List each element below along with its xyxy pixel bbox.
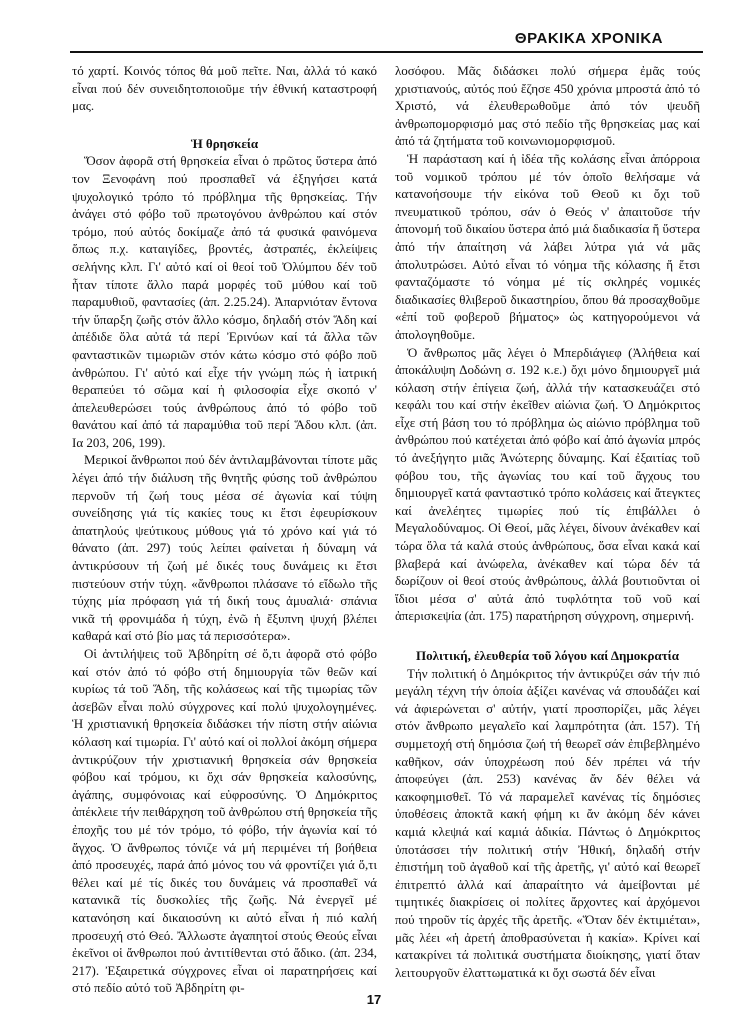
running-header	[70, 30, 703, 48]
left-column	[72, 62, 377, 997]
left-paragraph-2: Μερικοί ἄνθρωποι πού δέν ἀντιλαμβάνονται τίποτε μᾶς λέγει ἀπό τήν διάλυση τῆς θνητῆς φύσης τοῦ ἀνθρώπου περνοῦν τή ζωή τους μέσα σέ ἀγωνία καί τύψη συνείδησης γιά τίς κακίες τους κι ἔτσι ἐφευρίσκουν ἀπατηλούς ψεύτικους μύθους γιά τό χρόνο καί γιά τό θάνατο (ἀπ. 297) τούς λείπει φαίνεται ἡ δύναμη νά ἀντικρύσουν τή ζωή μέ δικές τους δυνάμεις κι ἔτσι πιστεύουν στήν τύχη. «ἄνθρωποι πλάσανε τό εἴδωλο τῆς τύχης μία πρόφαση γιά τή δική τους ἀμυαλιά· σπάνια νικᾶ τή φρονιμάδα ἡ τύχη, ἐνῶ ἡ ἔξυπνη ψυχή βλέπει καθαρά καί στό βίο μας τά περισσότερα».	[72, 452, 377, 644]
right-intro-paragraph: λοσόφου. Μᾶς διδάσκει πολύ σήμερα ἐμᾶς τούς χριστιανούς, αὐτός πού ἔζησε 450 χρόνια μπροστά ἀπό τό Χριστό, νά ἐλευθερωθοῦμε ἀπό τόν ψευδῆ ἀνθρωπομορφισμό μας στό πεδίο τῆς θρησκείας μας καί ἀπό τά ζητήματα τοῦ κοινωνιομορφισμοῦ.	[395, 63, 700, 149]
section-heading-politics: Πολιτική, ἐλευθερία τοῦ λόγου καί Δημοκρατία	[416, 648, 679, 663]
left-paragraph-3: Οἱ ἀντιλήψεις τοῦ Ἀβδηρίτη σέ ὅ,τι ἀφορᾶ στό φόβο καί στόν ἀπό τό φόβο στή δημιουργία τῶν θεῶν καί κυρίως τά τοῦ Ἅδη, τῆς κολάσεως καί τῆς τιμωρίας τῶν ἀσεβῶν εἶναι πολύ σύγχρονες καί πολύ ψυχολογημένες. Ἡ χριστιανική θρησκεία διδάσκει τήν πίστη στήν αἰώνια κόλαση καί τιμωρία. Γι' αὐτό καί οἱ πολλοί ἀκόμη σήμερα ἀντικρύζουν τήν χριστιανική θρησκεία σάν θρησκεία φόβου καί τρόμου, κι ὄχι σάν θρησκεία καλοσύνης, ἀγάπης, συμφόνοιας καί εὐφροσύνης. Ὁ Δημόκριτος ἀπέκλειε τήν πειθάρχηση τοῦ ἀνθρώπου στή θρησκεία τῆς ἐποχῆς του μέ τόν τρόμο, τό φόβο, τήν ἀγωνία καί τό ἄγχος. Ὁ ἄνθρωπος τόνιζε νά μή περιμένει τή βοήθεια ἀπό προσευχές, παρά ἀπό μόνος του νά φροντίζει γιά ὅ,τι θέλει καί μέ τίς δικές του δυνάμεις νά προσπαθεῖ νά κατανικᾶ τίς δυσκολίες τῆς ζωῆς. Νά ἐνεργεῖ μέ κατανόηση καί δικαιοσύνη κι αὐτό εἶναι ἡ πιό καλή προσευχή στό Θεό. Ἄλλωστε ἀγαπητοί στούς Θεούς εἶναι ἐκεῖνοι οἱ ἄνθρωποι πού ἀντιτίθενται στό ἄδικο. (ἀπ. 234, 217). Ἐξαιρετικά σύγχρονες εἶναι οἱ παρατηρήσεις καί στό πεδίο αὐτό τοῦ Ἀβδηρίτη φι-	[72, 646, 377, 996]
page-number: 17	[366, 992, 382, 1007]
left-paragraph-1: Ὅσον ἀφορᾶ στή θρησκεία εἶναι ὁ πρῶτος ὕστερα ἀπό τον Ξενοφάνη πού προσπαθεῖ νά ἐξηγήσει κατά ψυχολογικό τρόπο τό πρόβλημα τῆς θρησκείας. Τήν ἀνάγει στό φόβο τοῦ πρωτογόνου ἀνθρώπου καί στόν τρόμο, πού αὐτός δοκίμαζε ἀπό τά φυσικά φαινόμενα ὅπως π.χ. καταιγίδες, βροντές, ἀστραπές, ἐκλείψεις σελήνης κλπ. Γι' αὐτό καί οἱ θεοί τοῦ Ὀλύμπου δέν τοῦ ἦταν τίποτε ἄλλο παρά μορφές τοῦ μύθου καί τοῦ παραμυθιοῦ, φαντασίες (ἀπ. 2.25.24). Ἀπαρνιόταν ἔντονα τήν ὕπαρξη ζωῆς στόν ἄλλο κόσμο, δηλαδή στόν Ἅδη καί ἀπέδιδε ὅλα αὐτά τά περί Ἐρινύων καί τά ἄλλα τῶν φανταστικῶν τιμωριῶν στόν κάτω κόσμο στό φόβο ποῦ ἀνθρώπου. Γι' αὐτό καί εἶχε τήν γνώμη πώς ἡ ἰατρική θεραπεύει τό σῶμα καί ἡ φιλοσοφία εἶχε σκοπό ν' ἀπελευθερώσει τούς ἀνθρώπους ἀπό τό φόβο τοῦ θανάτου καί ἀπό τά παραμύθια τοῦ περί Ἅδου κλπ. (ἀπ. Ια 203, 206, 199).	[72, 153, 377, 450]
left-intro-paragraph: τό χαρτί. Κοινός τόπος θά μοῦ πεῖτε. Ναι, ἀλλά τό κακό εἶναι πού δέν συνειδητοποιοῦμε τήν ἐθνική καταστροφή μας.	[72, 63, 377, 114]
section-heading-religion: Ἡ θρησκεία	[190, 135, 259, 151]
header-rule	[70, 51, 703, 53]
journal-title: ΘΡΑΚΙΚΑ ΧΡΟΝΙΚΑ	[514, 30, 663, 47]
right-column	[395, 62, 700, 981]
right-paragraph-1: Ἡ παράσταση καί ἡ ἰδέα τῆς κολάσης εἶναι ἀπόρροια τοῦ νομικοῦ τρόπου μέ τόν ὁποῖο θελήσαμε νά κατανοήσουμε τήν εἰκόνα τοῦ Θεοῦ κι ὄχι τοῦ πνευματικοῦ τρόπου, σάν ὁ Θεός ν' ἀπαιτοῦσε τήν ἀπονομή τοῦ δικαίου ὕστερα ἀπό μιά διαδικασία ἤ ὕστερα ἀπό τήν ἀπαίτηση νά λάβει λύτρα γιά νά μᾶς ἀπολυτρώσει. Αὐτό εἶναι τό νόημα τῆς κόλασης ἤ ἔτσι φανταζόμαστε τό νόημα μέ τίς σκληρές νομικές διαδικασίες θλιβεροῦ δικαστηρίου, ὅπου θά προσαχθοῦμε «ἐπί τοῦ φοβεροῦ βήματος» ὡς κατηγορούμενοι νά ἀπολογηθοῦμε.	[395, 150, 700, 342]
right-paragraph-2: Ὁ ἄνθρωπος μᾶς λέγει ὁ Μπερδιάγιεφ (Ἀλήθεια καί ἀποκάλυψη Δοδώνη σ. 192 κ.ε.) ὄχι μόνο δημιουργεῖ μιά κόλαση στήν ἐπίγεια ζωή, ἀλλά τήν κατασκευάζει στό κεφάλι του καί στήν ἐκεῖθεν αἰώνια ζωή. Ὁ Δημόκριτος εἶχε στή βάση του τό πρόβλημα ὡς αἰώνιο πρόβλημα τοῦ ἀνθρώπου πού κατέχεται ἀπό φόβο καί ἀπό ἀγωνία μπρός τό ἀνεξήγητο μιᾶς Ἀνώτερης δύναμης. Καί ἐξαιτίας τοῦ φόβου του, τῆς ἀγωνίας του καί τοῦ ἄγχους του δημιουργεῖ κατά φανταστικό τρόπο κολάσεις καί ἄτεγκτες καί ἀνελέητες τιμωρίες πού τίς ἐπιβάλλει ὁ Μεγαλοδύναμος. Οἱ Θεοί, μᾶς λέγει, δίνουν ἀνέκαθεν καί τώρα ὅλα τά καλά στούς ἀνθρώπους, ὅσα εἶναι κακά καί βλαβερά καί ἀνώφελα, ἀνέκαθεν καί τώρα δέν τά δωρίζουν οἱ θεοί στούς ἀνθρώπους, ἀλλά βουτιοῦνται οἱ ἴδιοι μέσα σ' αὐτά ἀπό τυφλότητα τοῦ νοῦ καί ἀπερισκεψία (ἀπ. 175) παρατήρηση σύγχρονη, σημερινή.	[395, 344, 700, 624]
right-section-paragraph: Τήν πολιτική ὁ Δημόκριτος τήν ἀντικρύζει σάν τήν πιό μεγάλη τέχνη τήν ὁποία ἀξίζει κανένας νά σπουδάζει καί νά ἀφιερώνεται σ' αὐτήν, γιατί προσπορίζει, μᾶς λέγει στόν ἄνθρωπο μεγαλεῖο καί λαμπρότητα (ἀπ. 157). Τή συμμετοχή στή δημόσια ζωή τή θεωρεῖ σάν ἐπιβεβλημένο καθῆκον, σάν ὑποχρέωση πού δέν πρέπει νά τήν ἀποφεύγει (ἀπ. 253) κανένας ἄν δέν θέλει νά κακοφημισθεῖ. Τό νά παραμελεῖ κανένας τίς δημόσιες ὑποθέσεις ἀποκτᾶ κακή φήμη κι ἄν ἀκόμη δέν κάνει καμιά κλεψιά καί καμιά ἀδικία. Πάντως ὁ Δημόκριτος ὑποτάσσει τήν πολιτική στήν Ἠθική, δηλαδή στήν ἐπιστήμη τοῦ ἀγαθοῦ καί τῆς ἀρετῆς, γι' αὐτό καί θεωρεῖ ἐπιτρεπτό ἀλλά καί ἀπαραίτητο νά ἀμείβονται μέ τιμητικές διακρίσεις οἱ πολίτες ἄρχοντες καί ἀρχόμενοι πού τηροῦν τίς ἀρχές τῆς ἀρετῆς. «Ὅταν δέν ἐκτιμιέται», μᾶς λέει «ἡ ἀρετή ἀποθρασύνεται ἡ κακία». Κρίνει καί κατακρίνει τά πολιτικά συστήματα διοίκησης, γιατί ὅταν λειτουργοῦν ἐλαττωματικά κι ὄχι σωστά δέν εἶναι	[395, 665, 700, 980]
